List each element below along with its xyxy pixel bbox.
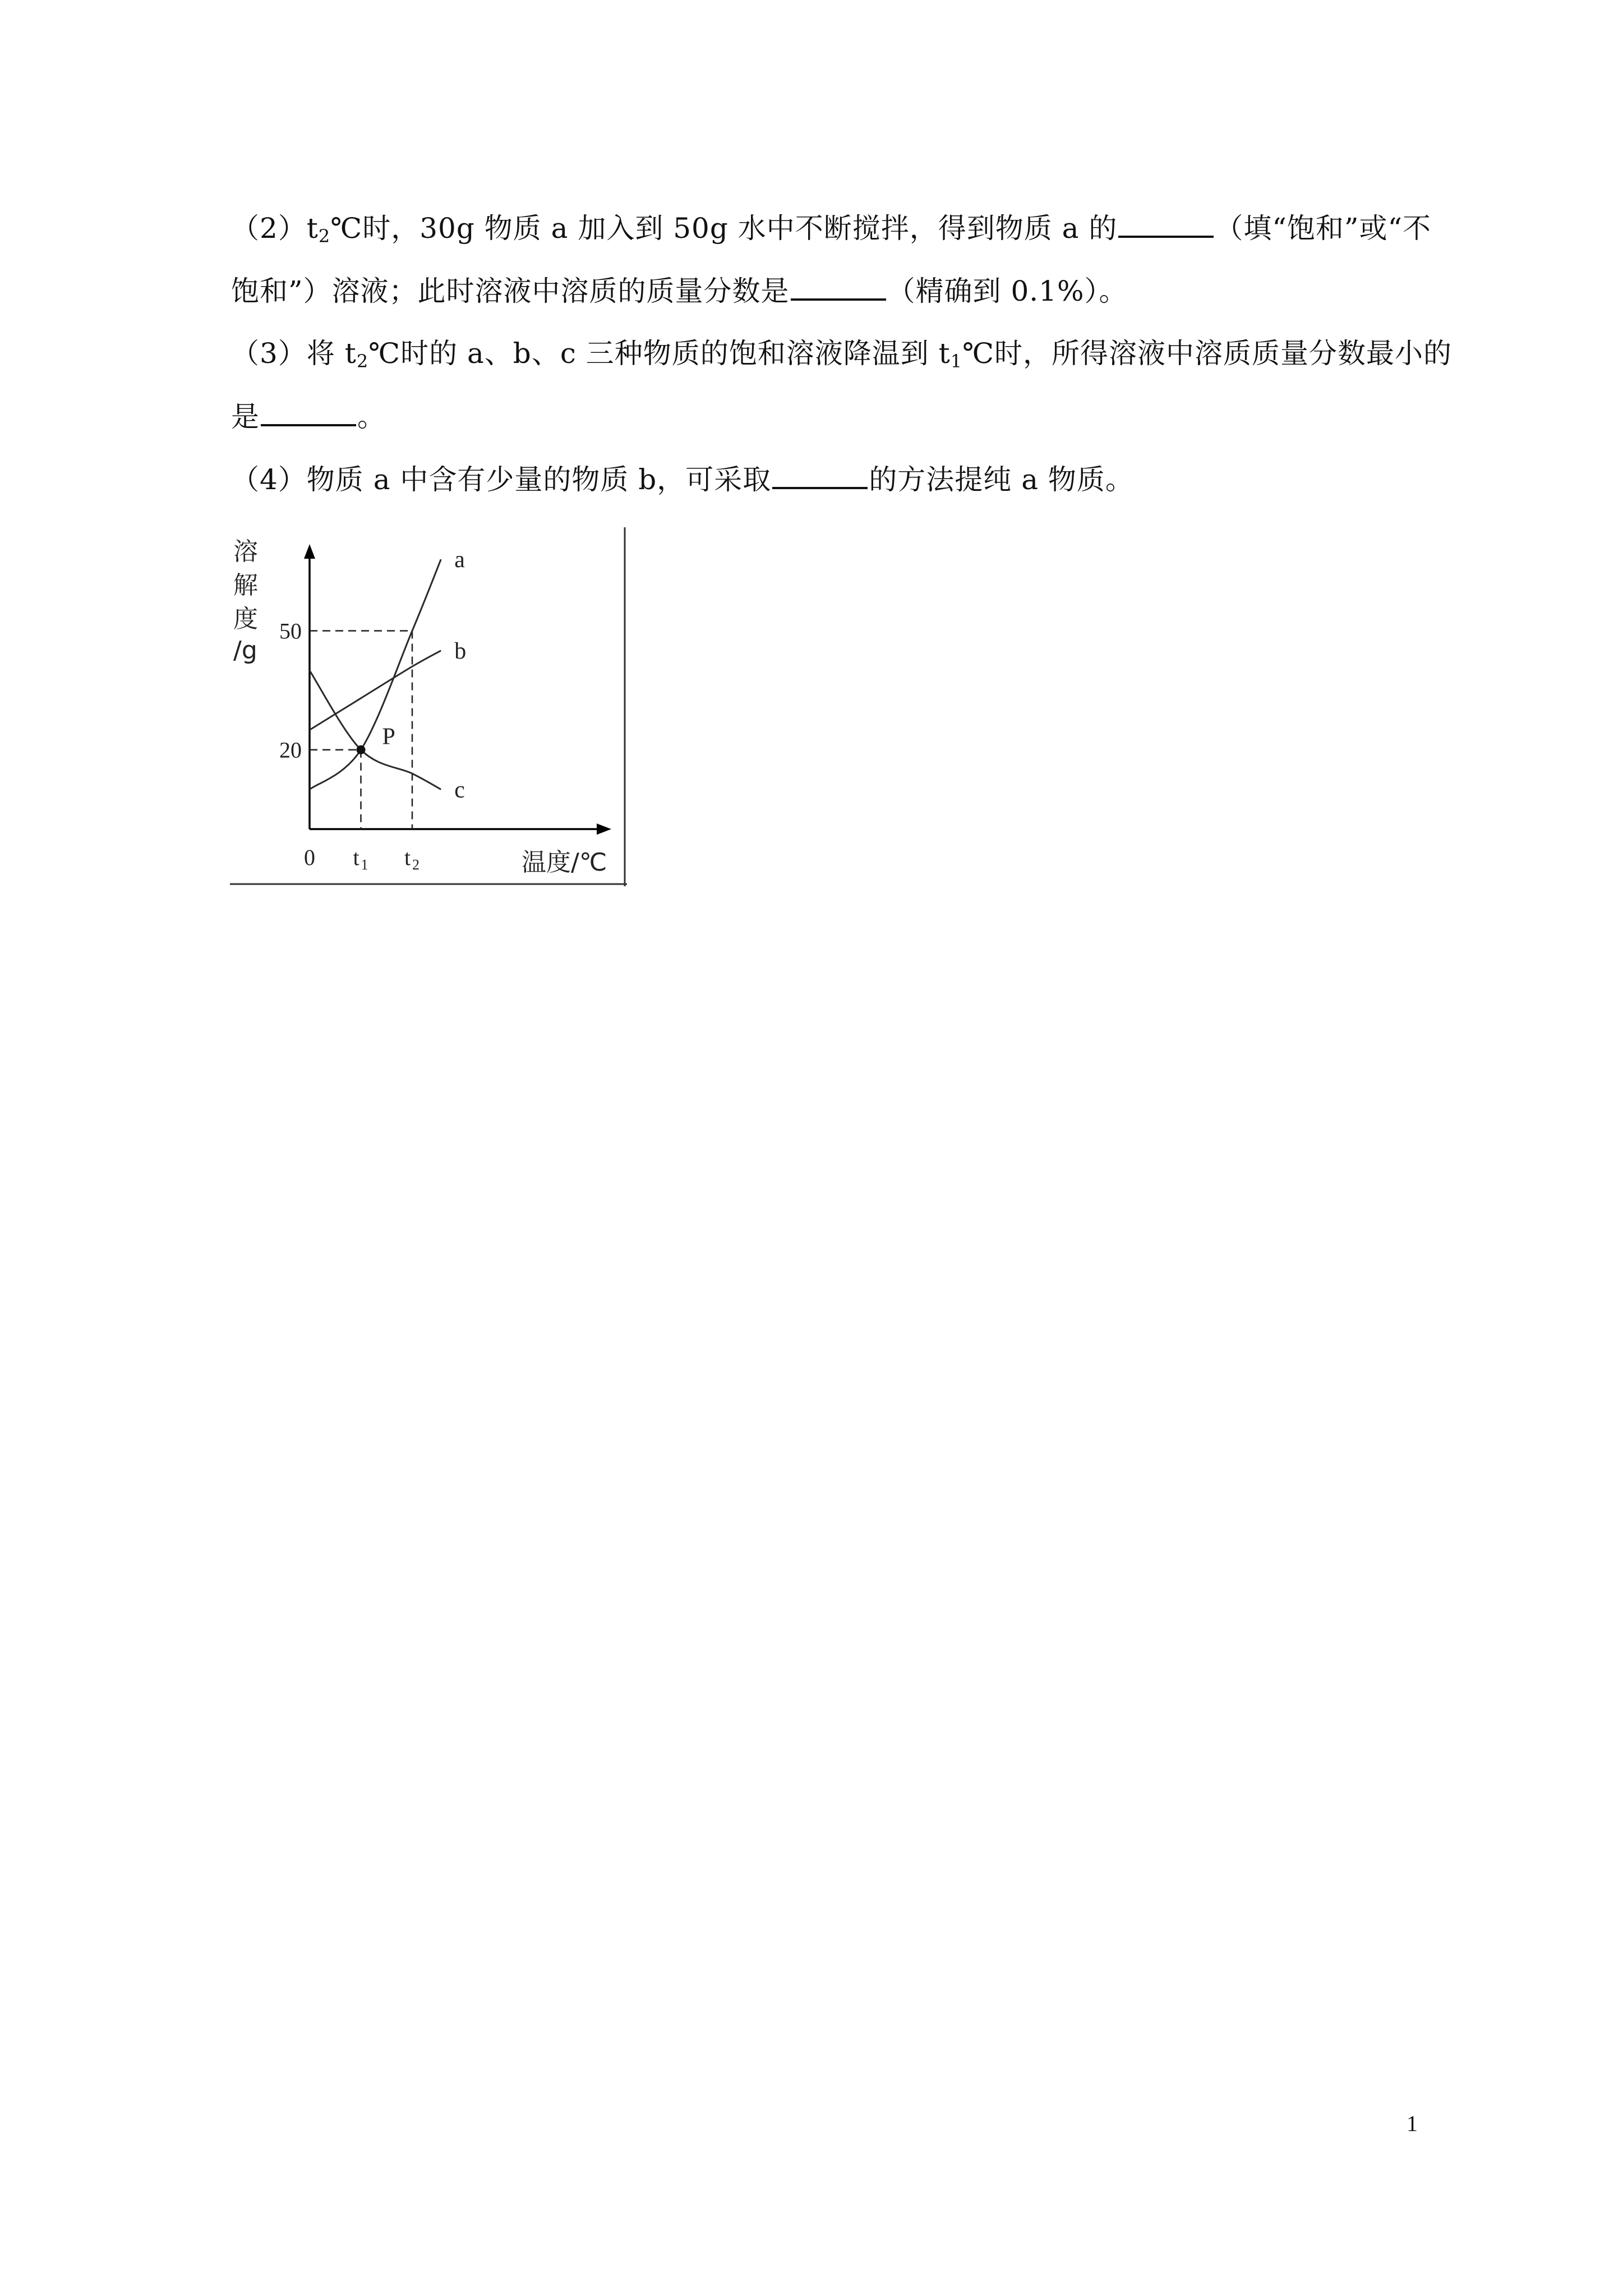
question-4-line-1: [231, 462, 1134, 496]
q2-text-3: （填“饱和”或“不: [1215, 212, 1432, 245]
x-tick-sub-t1: 1: [361, 857, 368, 873]
q3-subscript-1: 2: [356, 351, 369, 372]
q4-text-1: （4）物质 a 中含有少量的物质 b，可采取: [231, 463, 772, 496]
point-p-label: P: [382, 724, 395, 750]
ylabel-char-4: /g: [233, 636, 257, 665]
ylabel-char-3: 度: [233, 605, 258, 633]
ylabel-char-1: 溶: [233, 537, 258, 566]
answer-blank-mass-fraction[interactable]: [791, 274, 886, 301]
question-3-line-2: [231, 399, 386, 434]
y-axis-arrow: [304, 544, 315, 559]
curve-b: [310, 651, 441, 730]
x-tick-label-t1: t: [353, 845, 359, 870]
x-axis-arrow: [597, 823, 611, 835]
point-p-marker: [357, 746, 366, 754]
y-tick-label-20: 20: [279, 737, 302, 763]
q3-subscript-2: 1: [950, 351, 963, 372]
q3-text-3: ℃时，所得溶液中溶质质量分数最小的: [962, 337, 1452, 370]
question-2-line-2: [231, 274, 1127, 308]
curve-label-c: c: [454, 777, 465, 803]
origin-label: 0: [304, 845, 315, 870]
x-tick-label-t2: t: [404, 845, 411, 870]
curve-a: [310, 559, 441, 789]
q3-text-5: 。: [357, 401, 386, 433]
q3-text-4: 是: [231, 401, 260, 433]
answer-blank-saturation[interactable]: [1118, 211, 1214, 238]
q2-text-4: 饱和”）溶液；此时溶液中溶质的质量分数是: [231, 275, 790, 307]
answer-blank-smallest-fraction[interactable]: [261, 399, 356, 426]
question-2-line-1: [231, 211, 1431, 245]
ylabel-char-2: 解: [233, 571, 258, 600]
answer-blank-purification-method[interactable]: [772, 462, 868, 489]
question-3-line-1: [231, 337, 1452, 370]
q2-text-1: （2）t: [231, 212, 319, 245]
q3-text-2: ℃时的 a、b、c 三种物质的饱和溶液降温到 t: [368, 337, 951, 370]
curve-label-b: b: [454, 638, 467, 664]
y-tick-label-50: 50: [279, 618, 302, 644]
q3-text-1: （3）将 t: [231, 337, 357, 370]
q2-subscript: 2: [318, 226, 331, 247]
curve-label-a: a: [454, 547, 465, 573]
page-number: 1: [1407, 2111, 1418, 2136]
solubility-chart-svg: [230, 527, 627, 886]
q2-text-5: （精确到 0.1%）。: [887, 275, 1128, 307]
q4-text-2: 的方法提纯 a 物质。: [869, 463, 1134, 496]
x-axis-label: 温度/℃: [522, 848, 607, 877]
solubility-chart: [230, 527, 627, 886]
x-tick-sub-t2: 2: [412, 857, 419, 873]
q2-text-2: ℃时，30g 物质 a 加入到 50g 水中不断搅拌，得到物质 a 的: [330, 212, 1118, 245]
